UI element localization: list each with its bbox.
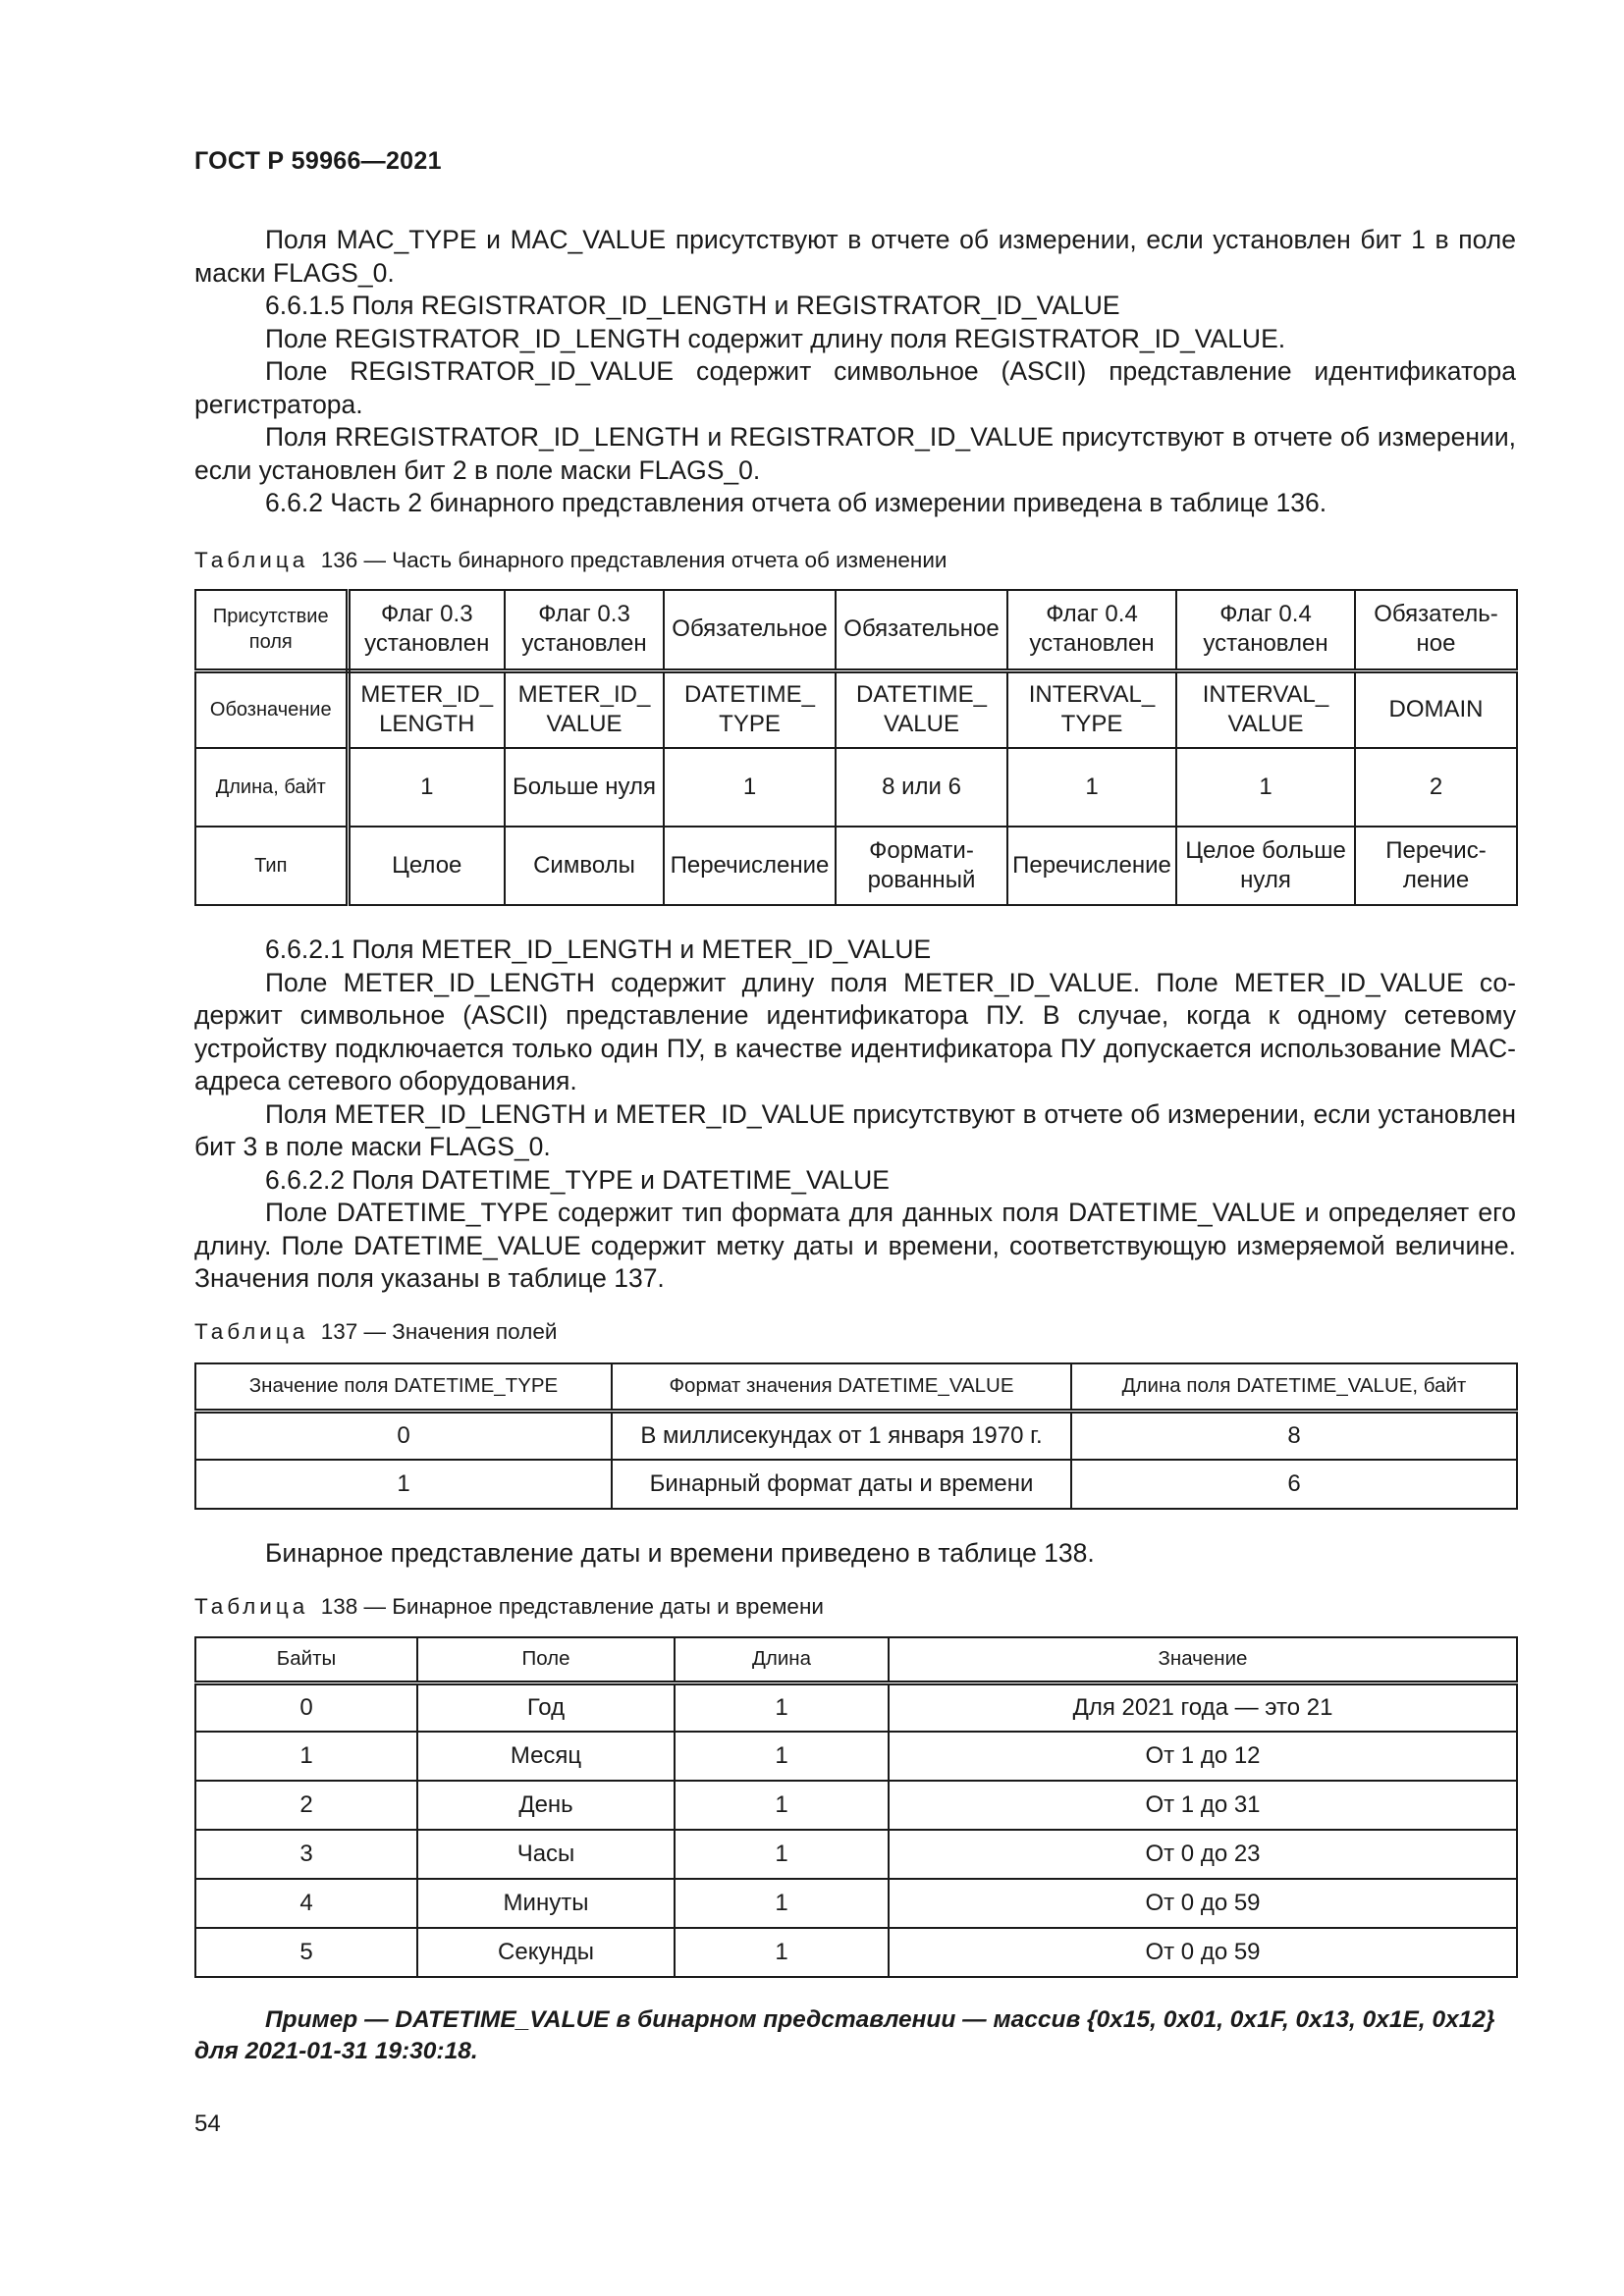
table-cell: От 1 до 12 <box>889 1732 1517 1781</box>
table-row <box>195 1682 1517 1732</box>
example-line: Пример — DATETIME_VALUE в бинарном представлении — массив {0x15, 0x01, 0x1F, 0x13, 0x1E, 0x12} <box>265 2006 1495 2033</box>
table-cell: 0 <box>195 1411 612 1460</box>
column-header: Длина поля DATETIME_VALUE, байт <box>1071 1363 1517 1411</box>
table-cell: METER_ID_ LENGTH <box>348 670 505 748</box>
row-label: Длина, байт <box>195 748 348 827</box>
table-cell: 1 <box>195 1460 612 1509</box>
table-cell: Обязательное <box>664 590 836 670</box>
table-cell: Для 2021 года — это 21 <box>889 1682 1517 1732</box>
table-cell: 1 <box>664 748 836 827</box>
table-cell: DATETIME_ VALUE <box>836 670 1007 748</box>
table-cell: Флаг 0.4 установлен <box>1176 590 1355 670</box>
table-cell: 2 <box>1355 748 1517 827</box>
column-header: Байты <box>195 1637 417 1682</box>
table-cell: 8 <box>1071 1411 1517 1460</box>
table-cell: 1 <box>348 748 505 827</box>
caption-text: 138 — Бинарное представление даты и времени <box>320 1594 824 1619</box>
subsection-heading: 6.6.2.2 Поля DATETIME_TYPE и DATETIME_VALUE <box>265 1164 890 1195</box>
table-137 <box>194 1362 1518 1510</box>
table-cell: 1 <box>675 1732 889 1781</box>
table-cell: Форматированный <box>836 827 1007 905</box>
table-cell: METER_ID_ VALUE <box>505 670 664 748</box>
table-cell: 2 <box>195 1781 417 1830</box>
paragraph: Поле DATETIME_TYPE содержит тип формата для данных поля DATETIME_VALUE и определяет его длину. Поле DATETIME_VALUE содержит метку даты и времени, соответствующую измеряемой величине. Значения поля указаны в таблице 137. <box>194 1198 1516 1293</box>
table-cell: Часы <box>417 1830 675 1879</box>
table-cell: INTERVAL_ VALUE <box>1176 670 1355 748</box>
table-cell: Минуты <box>417 1879 675 1928</box>
row-label: Тип <box>195 827 348 905</box>
table-header-row <box>195 1637 1517 1682</box>
table-cell: От 0 до 23 <box>889 1830 1517 1879</box>
table-cell: Флаг 0.3 установлен <box>505 590 664 670</box>
table-row <box>195 1411 1517 1460</box>
table-cell: DOMAIN <box>1355 670 1517 748</box>
caption-text: 137 — Значения полей <box>320 1319 558 1344</box>
table-cell: 1 <box>1176 748 1355 827</box>
table-cell: Перечисление <box>1007 827 1176 905</box>
caption-word: Таблица <box>194 1594 309 1619</box>
standard-code-header: ГОСТ Р 59966—2021 <box>194 147 442 175</box>
table-cell: День <box>417 1781 675 1830</box>
table-cell: 4 <box>195 1879 417 1928</box>
paragraph: Поле REGISTRATOR_ID_LENGTH содержит длину поля REGISTRATOR_ID_VALUE. <box>265 323 1286 353</box>
paragraph: Поля METER_ID_LENGTH и METER_ID_VALUE присутствуют в отчете об измерении, если установлен бит 3 в поле маски FLAGS_0. <box>194 1098 1516 1161</box>
table-header-row <box>195 1363 1517 1411</box>
table-cell: Целое больше нуля <box>1176 827 1355 905</box>
subsection-heading: 6.6.1.5 Поля REGISTRATOR_ID_LENGTH и REGISTRATOR_ID_VALUE <box>265 291 1120 320</box>
table-136 <box>194 589 1518 906</box>
table-cell: Обязательное <box>1355 590 1517 670</box>
table-cell: 1 <box>195 1732 417 1781</box>
table-cell: Больше нуля <box>505 748 664 827</box>
table-137-caption <box>194 1319 557 1345</box>
column-header: Значение поля DATETIME_TYPE <box>195 1363 612 1411</box>
table-cell: От 0 до 59 <box>889 1928 1517 1977</box>
table-cell: 5 <box>195 1928 417 1977</box>
paragraph: 6.6.2 Часть 2 бинарного представления отчета об измерении приведена в таблице 136. <box>265 488 1327 517</box>
table-cell: Целое <box>348 827 505 905</box>
example-line: для 2021-01-31 19:30:18. <box>194 2038 478 2064</box>
caption-word: Таблица <box>194 1319 309 1344</box>
table-cell: 0 <box>195 1682 417 1732</box>
table-cell: 1 <box>675 1928 889 1977</box>
table-cell: Флаг 0.3 установлен <box>348 590 505 670</box>
caption-text: 136 — Часть бинарного представления отчета об изменении <box>320 548 947 572</box>
table-cell: Перечисление <box>1355 827 1517 905</box>
table-cell: 3 <box>195 1830 417 1879</box>
table-cell: DATETIME_ TYPE <box>664 670 836 748</box>
table-cell: INTERVAL_ TYPE <box>1007 670 1176 748</box>
section-binary-datetime <box>194 1537 1516 1571</box>
row-label: Присутствие поля <box>195 590 348 670</box>
table-row <box>195 1781 1517 1830</box>
column-header: Длина <box>675 1637 889 1682</box>
table-cell: Бинарный формат даты и времени <box>612 1460 1071 1509</box>
table-cell: Месяц <box>417 1732 675 1781</box>
table-cell: 1 <box>675 1879 889 1928</box>
table-cell: 1 <box>675 1682 889 1732</box>
column-header: Формат значения DATETIME_VALUE <box>612 1363 1071 1411</box>
subsection-heading: 6.6.2.1 Поля METER_ID_LENGTH и METER_ID_VALUE <box>265 934 932 964</box>
table-cell: Год <box>417 1682 675 1732</box>
table-cell: 8 или 6 <box>836 748 1007 827</box>
table-cell: От 0 до 59 <box>889 1879 1517 1928</box>
table-cell: В миллисекундах от 1 января 1970 г. <box>612 1411 1071 1460</box>
table-cell: 6 <box>1071 1460 1517 1509</box>
table-cell: Обязательное <box>836 590 1007 670</box>
paragraph: Бинарное представление даты и времени приведено в таблице 138. <box>265 1538 1095 1568</box>
table-row <box>195 827 1517 905</box>
table-row <box>195 748 1517 827</box>
table-cell: 1 <box>675 1830 889 1879</box>
table-138-caption <box>194 1594 824 1620</box>
table-cell: Флаг 0.4 установлен <box>1007 590 1176 670</box>
example-note <box>194 2004 1516 2067</box>
table-136-caption <box>194 548 947 573</box>
table-row <box>195 1879 1517 1928</box>
paragraph: Поля MAC_TYPE и MAC_VALUE присутствуют в отчете об измерении, если установлен бит 1 в поле маски FLAGS_0. <box>194 225 1516 288</box>
table-cell: Секунды <box>417 1928 675 1977</box>
table-row <box>195 590 1517 670</box>
paragraph: Поля RREGISTRATOR_ID_LENGTH и REGISTRATOR_ID_VALUE присутствуют в отчете об измерении, если установлен бит 2 в поле маски FLAGS_0. <box>194 422 1516 485</box>
column-header: Поле <box>417 1637 675 1682</box>
table-row <box>195 1830 1517 1879</box>
paragraph: Поле METER_ID_LENGTH содержит длину поля METER_ID_VALUE. Поле METER_ID_VALUE содержит символьное (ASCII) представление идентификатора ПУ. В случае, когда к одному сетевому устройству подключается только один ПУ, в качестве идентификатора ПУ допускается использование MAC-адреса сетевого оборудования. <box>194 967 1516 1095</box>
caption-word: Таблица <box>194 548 309 572</box>
table-cell: 1 <box>675 1781 889 1830</box>
column-header: Значение <box>889 1637 1517 1682</box>
table-row <box>195 1732 1517 1781</box>
table-row <box>195 670 1517 748</box>
table-row <box>195 1460 1517 1509</box>
section-mac-registrator <box>194 224 1516 520</box>
row-label: Обозначение <box>195 670 348 748</box>
section-meter-datetime <box>194 934 1516 1296</box>
table-138 <box>194 1636 1518 1978</box>
table-cell: Перечисление <box>664 827 836 905</box>
table-cell: От 1 до 31 <box>889 1781 1517 1830</box>
paragraph: Поле REGISTRATOR_ID_VALUE содержит символьное (ASCII) представление идентификатора регистратора. <box>194 356 1516 419</box>
table-cell: 1 <box>1007 748 1176 827</box>
page-number: 54 <box>194 2110 221 2137</box>
table-cell: Символы <box>505 827 664 905</box>
table-row <box>195 1928 1517 1977</box>
